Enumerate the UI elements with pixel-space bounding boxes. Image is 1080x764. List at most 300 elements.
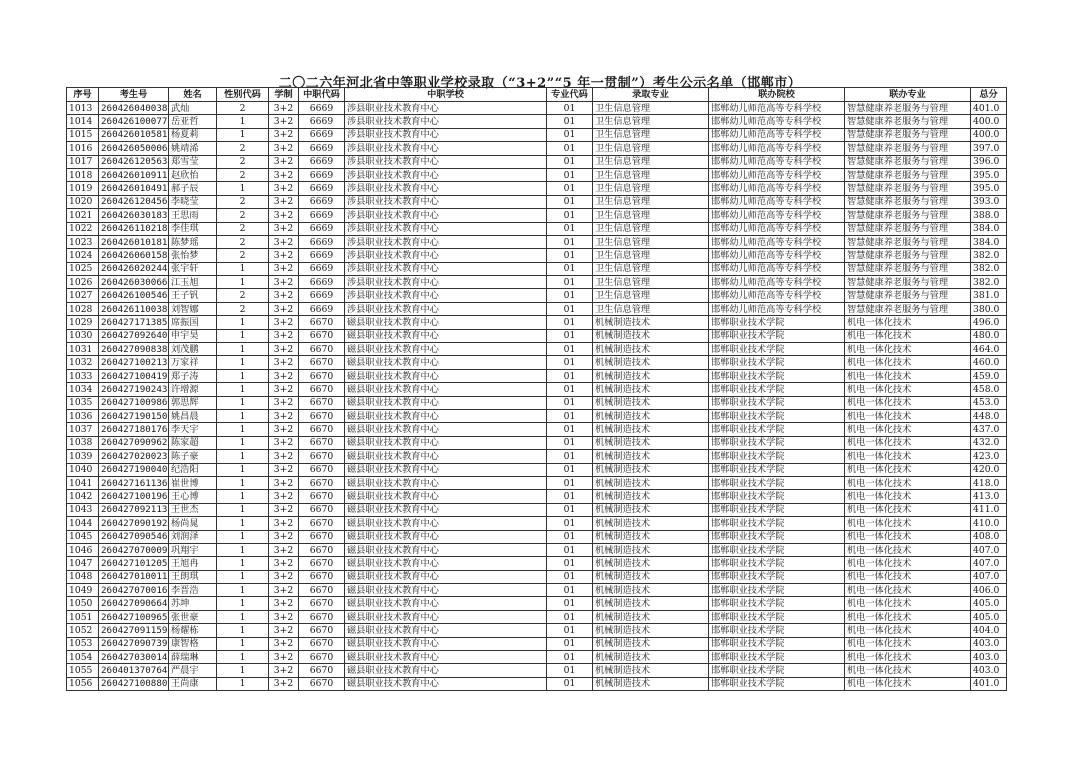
cell-gender-code: 2 xyxy=(217,168,269,181)
cell-length: 3+2 xyxy=(269,168,299,181)
cell-school-code: 6669 xyxy=(299,102,345,115)
cell-score: 459.0 xyxy=(971,369,1007,382)
cell-school-code: 6669 xyxy=(299,302,345,315)
cell-school-code: 6669 xyxy=(299,249,345,262)
cell-exam-no: 260427100213 xyxy=(99,356,169,369)
cell-school-code: 6669 xyxy=(299,142,345,155)
table-row xyxy=(67,383,1007,396)
cell-score: 380.0 xyxy=(971,302,1007,315)
cell-exam-no: 260426010491 xyxy=(99,182,169,195)
col-header-major: 录取专业 xyxy=(593,88,709,102)
cell-college: 邯郸幼儿师范高等专科学校 xyxy=(709,209,845,222)
admission-table xyxy=(66,87,1007,691)
cell-length: 3+2 xyxy=(269,530,299,543)
cell-major: 机械制造技术 xyxy=(593,677,709,690)
cell-score: 395.0 xyxy=(971,182,1007,195)
table-row xyxy=(67,423,1007,436)
table-row xyxy=(67,584,1007,597)
cell-school: 磁县职业技术教育中心 xyxy=(345,597,547,610)
cell-college-major: 机电一体化技术 xyxy=(845,664,971,677)
cell-college-major: 智慧健康养老服务与管理 xyxy=(845,142,971,155)
cell-name: 薛瑞琳 xyxy=(169,651,217,664)
cell-score: 382.0 xyxy=(971,249,1007,262)
cell-name: 杨夏莉 xyxy=(169,128,217,141)
cell-school-code: 6670 xyxy=(299,597,345,610)
cell-college-major: 机电一体化技术 xyxy=(845,409,971,422)
cell-major-code: 01 xyxy=(547,677,593,690)
cell-score: 407.0 xyxy=(971,570,1007,583)
cell-school: 磁县职业技术教育中心 xyxy=(345,664,547,677)
cell-major-code: 01 xyxy=(547,610,593,623)
table-row xyxy=(67,128,1007,141)
cell-major: 机械制造技术 xyxy=(593,624,709,637)
cell-major: 机械制造技术 xyxy=(593,570,709,583)
cell-major-code: 01 xyxy=(547,115,593,128)
cell-gender-code: 1 xyxy=(217,503,269,516)
cell-major: 卫生信息管理 xyxy=(593,209,709,222)
cell-school: 涉县职业技术教育中心 xyxy=(345,142,547,155)
cell-length: 3+2 xyxy=(269,651,299,664)
cell-score: 382.0 xyxy=(971,262,1007,275)
cell-school: 涉县职业技术教育中心 xyxy=(345,102,547,115)
table-row xyxy=(67,664,1007,677)
cell-college-major: 机电一体化技术 xyxy=(845,450,971,463)
cell-school-code: 6670 xyxy=(299,450,345,463)
cell-length: 3+2 xyxy=(269,262,299,275)
cell-college-major: 智慧健康养老服务与管理 xyxy=(845,302,971,315)
cell-major: 卫生信息管理 xyxy=(593,155,709,168)
cell-exam-no: 260427100965 xyxy=(99,610,169,623)
cell-college: 邯郸幼儿师范高等专科学校 xyxy=(709,276,845,289)
cell-school-code: 6670 xyxy=(299,557,345,570)
cell-gender-code: 1 xyxy=(217,651,269,664)
cell-college: 邯郸职业技术学院 xyxy=(709,530,845,543)
table-row xyxy=(67,597,1007,610)
cell-score: 480.0 xyxy=(971,329,1007,342)
cell-seq: 1025 xyxy=(67,262,99,275)
cell-seq: 1014 xyxy=(67,115,99,128)
cell-college: 邯郸幼儿师范高等专科学校 xyxy=(709,182,845,195)
cell-college: 邯郸幼儿师范高等专科学校 xyxy=(709,102,845,115)
cell-major: 机械制造技术 xyxy=(593,396,709,409)
cell-college-major: 机电一体化技术 xyxy=(845,369,971,382)
cell-score: 460.0 xyxy=(971,356,1007,369)
cell-major: 机械制造技术 xyxy=(593,584,709,597)
cell-college-major: 机电一体化技术 xyxy=(845,490,971,503)
cell-college: 邯郸职业技术学院 xyxy=(709,423,845,436)
cell-college: 邯郸职业技术学院 xyxy=(709,651,845,664)
cell-name: 李晓莹 xyxy=(169,195,217,208)
cell-major: 卫生信息管理 xyxy=(593,182,709,195)
cell-college: 邯郸幼儿师范高等专科学校 xyxy=(709,168,845,181)
cell-seq: 1048 xyxy=(67,570,99,583)
cell-score: 423.0 xyxy=(971,450,1007,463)
table-body xyxy=(67,102,1007,691)
cell-major: 机械制造技术 xyxy=(593,383,709,396)
cell-seq: 1029 xyxy=(67,316,99,329)
cell-seq: 1040 xyxy=(67,463,99,476)
cell-college-major: 智慧健康养老服务与管理 xyxy=(845,222,971,235)
cell-school: 涉县职业技术教育中心 xyxy=(345,128,547,141)
cell-school-code: 6669 xyxy=(299,222,345,235)
cell-seq: 1036 xyxy=(67,409,99,422)
cell-school: 磁县职业技术教育中心 xyxy=(345,396,547,409)
cell-college-major: 机电一体化技术 xyxy=(845,423,971,436)
cell-major: 机械制造技术 xyxy=(593,530,709,543)
cell-school-code: 6669 xyxy=(299,168,345,181)
cell-college: 邯郸职业技术学院 xyxy=(709,343,845,356)
cell-seq: 1024 xyxy=(67,249,99,262)
cell-length: 3+2 xyxy=(269,356,299,369)
table-row xyxy=(67,289,1007,302)
cell-name: 王思雨 xyxy=(169,209,217,222)
cell-length: 3+2 xyxy=(269,142,299,155)
col-header-college-major: 联办专业 xyxy=(845,88,971,102)
cell-school-code: 6669 xyxy=(299,235,345,248)
cell-college: 邯郸职业技术学院 xyxy=(709,396,845,409)
cell-name: 陈家超 xyxy=(169,436,217,449)
cell-gender-code: 1 xyxy=(217,396,269,409)
cell-school: 磁县职业技术教育中心 xyxy=(345,530,547,543)
cell-major: 机械制造技术 xyxy=(593,436,709,449)
cell-seq: 1041 xyxy=(67,476,99,489)
cell-major-code: 01 xyxy=(547,102,593,115)
cell-name: 申宇昊 xyxy=(169,329,217,342)
cell-school-code: 6670 xyxy=(299,383,345,396)
cell-school: 磁县职业技术教育中心 xyxy=(345,369,547,382)
cell-name: 王旭冉 xyxy=(169,557,217,570)
cell-school: 磁县职业技术教育中心 xyxy=(345,503,547,516)
cell-major-code: 01 xyxy=(547,356,593,369)
cell-college: 邯郸幼儿师范高等专科学校 xyxy=(709,115,845,128)
cell-college-major: 机电一体化技术 xyxy=(845,557,971,570)
table-row xyxy=(67,168,1007,181)
table-row xyxy=(67,637,1007,650)
page-title: 二〇二六年河北省中等职业学校录取（“3+2”“5 年一贯制”）考生公示名单（邯郸市） xyxy=(278,76,802,91)
cell-school-code: 6670 xyxy=(299,343,345,356)
cell-score: 407.0 xyxy=(971,543,1007,556)
cell-length: 3+2 xyxy=(269,289,299,302)
cell-major-code: 01 xyxy=(547,329,593,342)
cell-score: 448.0 xyxy=(971,409,1007,422)
cell-school-code: 6670 xyxy=(299,530,345,543)
cell-exam-no: 260427190150 xyxy=(99,409,169,422)
cell-school-code: 6670 xyxy=(299,396,345,409)
cell-college: 邯郸幼儿师范高等专科学校 xyxy=(709,262,845,275)
cell-seq: 1050 xyxy=(67,597,99,610)
cell-major-code: 01 xyxy=(547,235,593,248)
cell-score: 403.0 xyxy=(971,637,1007,650)
table-row xyxy=(67,503,1007,516)
cell-school-code: 6670 xyxy=(299,543,345,556)
cell-seq: 1015 xyxy=(67,128,99,141)
cell-name: 万家祥 xyxy=(169,356,217,369)
cell-school-code: 6669 xyxy=(299,289,345,302)
cell-college: 邯郸职业技术学院 xyxy=(709,450,845,463)
cell-college: 邯郸幼儿师范高等专科学校 xyxy=(709,289,845,302)
cell-seq: 1049 xyxy=(67,584,99,597)
cell-college: 邯郸幼儿师范高等专科学校 xyxy=(709,195,845,208)
cell-gender-code: 2 xyxy=(217,155,269,168)
cell-college-major: 机电一体化技术 xyxy=(845,570,971,583)
cell-name: 王尚康 xyxy=(169,677,217,690)
cell-gender-code: 1 xyxy=(217,409,269,422)
cell-gender-code: 1 xyxy=(217,115,269,128)
cell-school: 涉县职业技术教育中心 xyxy=(345,289,547,302)
cell-length: 3+2 xyxy=(269,195,299,208)
cell-major-code: 01 xyxy=(547,195,593,208)
cell-college-major: 智慧健康养老服务与管理 xyxy=(845,155,971,168)
cell-name: 杨尚晁 xyxy=(169,517,217,530)
cell-seq: 1054 xyxy=(67,651,99,664)
cell-exam-no: 260427020023 xyxy=(99,450,169,463)
cell-score: 393.0 xyxy=(971,195,1007,208)
cell-score: 418.0 xyxy=(971,476,1007,489)
cell-length: 3+2 xyxy=(269,316,299,329)
cell-major: 机械制造技术 xyxy=(593,343,709,356)
cell-length: 3+2 xyxy=(269,463,299,476)
cell-college: 邯郸职业技术学院 xyxy=(709,329,845,342)
cell-length: 3+2 xyxy=(269,102,299,115)
cell-school-code: 6669 xyxy=(299,182,345,195)
cell-score: 464.0 xyxy=(971,343,1007,356)
cell-school-code: 6670 xyxy=(299,316,345,329)
cell-exam-no: 260401370764 xyxy=(99,664,169,677)
cell-major-code: 01 xyxy=(547,557,593,570)
cell-name: 陈子豪 xyxy=(169,450,217,463)
cell-college-major: 智慧健康养老服务与管理 xyxy=(845,182,971,195)
cell-length: 3+2 xyxy=(269,624,299,637)
cell-exam-no: 260427090664 xyxy=(99,597,169,610)
cell-major: 机械制造技术 xyxy=(593,329,709,342)
cell-college-major: 智慧健康养老服务与管理 xyxy=(845,262,971,275)
cell-name: 刘润泽 xyxy=(169,530,217,543)
cell-seq: 1047 xyxy=(67,557,99,570)
cell-seq: 1026 xyxy=(67,276,99,289)
table-row xyxy=(67,436,1007,449)
table-row xyxy=(67,677,1007,690)
cell-seq: 1028 xyxy=(67,302,99,315)
cell-major-code: 01 xyxy=(547,142,593,155)
cell-score: 397.0 xyxy=(971,142,1007,155)
cell-school-code: 6670 xyxy=(299,490,345,503)
cell-major-code: 01 xyxy=(547,262,593,275)
cell-exam-no: 260427090838 xyxy=(99,343,169,356)
cell-school: 涉县职业技术教育中心 xyxy=(345,195,547,208)
cell-score: 388.0 xyxy=(971,209,1007,222)
table-row xyxy=(67,530,1007,543)
table-row xyxy=(67,396,1007,409)
cell-school-code: 6670 xyxy=(299,423,345,436)
cell-major-code: 01 xyxy=(547,383,593,396)
cell-seq: 1034 xyxy=(67,383,99,396)
cell-school: 磁县职业技术教育中心 xyxy=(345,490,547,503)
cell-seq: 1023 xyxy=(67,235,99,248)
cell-major-code: 01 xyxy=(547,436,593,449)
col-header-seq: 序号 xyxy=(67,88,99,102)
cell-name: 崔世博 xyxy=(169,476,217,489)
cell-major: 卫生信息管理 xyxy=(593,168,709,181)
cell-name: 王心博 xyxy=(169,490,217,503)
cell-major: 机械制造技术 xyxy=(593,664,709,677)
cell-exam-no: 260427190040 xyxy=(99,463,169,476)
cell-score: 453.0 xyxy=(971,396,1007,409)
cell-school: 磁县职业技术教育中心 xyxy=(345,356,547,369)
cell-name: 李天宇 xyxy=(169,423,217,436)
cell-major: 机械制造技术 xyxy=(593,517,709,530)
cell-name: 严晨宇 xyxy=(169,664,217,677)
cell-college-major: 智慧健康养老服务与管理 xyxy=(845,209,971,222)
cell-seq: 1038 xyxy=(67,436,99,449)
table-row xyxy=(67,356,1007,369)
table-header-row xyxy=(67,88,1007,102)
cell-exam-no: 260426120456 xyxy=(99,195,169,208)
cell-name: 许增源 xyxy=(169,383,217,396)
cell-school: 涉县职业技术教育中心 xyxy=(345,262,547,275)
cell-school: 磁县职业技术教育中心 xyxy=(345,624,547,637)
cell-seq: 1031 xyxy=(67,343,99,356)
cell-college: 邯郸职业技术学院 xyxy=(709,637,845,650)
table-row xyxy=(67,155,1007,168)
cell-length: 3+2 xyxy=(269,503,299,516)
cell-exam-no: 260427070016 xyxy=(99,584,169,597)
cell-major: 卫生信息管理 xyxy=(593,128,709,141)
cell-college-major: 智慧健康养老服务与管理 xyxy=(845,235,971,248)
cell-gender-code: 2 xyxy=(217,235,269,248)
cell-gender-code: 2 xyxy=(217,195,269,208)
cell-gender-code: 1 xyxy=(217,664,269,677)
cell-school-code: 6670 xyxy=(299,517,345,530)
cell-score: 411.0 xyxy=(971,503,1007,516)
table-row xyxy=(67,209,1007,222)
col-header-college: 联办院校 xyxy=(709,88,845,102)
cell-major: 机械制造技术 xyxy=(593,557,709,570)
cell-college-major: 智慧健康养老服务与管理 xyxy=(845,289,971,302)
cell-college: 邯郸职业技术学院 xyxy=(709,476,845,489)
cell-gender-code: 1 xyxy=(217,476,269,489)
cell-college: 邯郸幼儿师范高等专科学校 xyxy=(709,302,845,315)
cell-length: 3+2 xyxy=(269,155,299,168)
cell-school: 涉县职业技术教育中心 xyxy=(345,222,547,235)
cell-length: 3+2 xyxy=(269,610,299,623)
cell-seq: 1044 xyxy=(67,517,99,530)
cell-gender-code: 1 xyxy=(217,343,269,356)
cell-college: 邯郸职业技术学院 xyxy=(709,490,845,503)
cell-gender-code: 2 xyxy=(217,142,269,155)
cell-length: 3+2 xyxy=(269,597,299,610)
cell-exam-no: 260427092113 xyxy=(99,503,169,516)
cell-gender-code: 1 xyxy=(217,316,269,329)
cell-college-major: 机电一体化技术 xyxy=(845,356,971,369)
cell-gender-code: 2 xyxy=(217,289,269,302)
cell-length: 3+2 xyxy=(269,329,299,342)
cell-length: 3+2 xyxy=(269,423,299,436)
cell-school-code: 6669 xyxy=(299,115,345,128)
cell-major-code: 01 xyxy=(547,409,593,422)
cell-length: 3+2 xyxy=(269,343,299,356)
col-header-exam-no: 考生号 xyxy=(99,88,169,102)
cell-major: 机械制造技术 xyxy=(593,637,709,650)
cell-school-code: 6670 xyxy=(299,436,345,449)
cell-exam-no: 260426010911 xyxy=(99,168,169,181)
cell-score: 384.0 xyxy=(971,222,1007,235)
cell-school-code: 6669 xyxy=(299,276,345,289)
cell-major-code: 01 xyxy=(547,476,593,489)
cell-school-code: 6670 xyxy=(299,677,345,690)
cell-college-major: 机电一体化技术 xyxy=(845,543,971,556)
cell-exam-no: 260427171385 xyxy=(99,316,169,329)
cell-college-major: 智慧健康养老服务与管理 xyxy=(845,168,971,181)
cell-college: 邯郸幼儿师范高等专科学校 xyxy=(709,142,845,155)
cell-name: 江玉旭 xyxy=(169,276,217,289)
cell-gender-code: 2 xyxy=(217,249,269,262)
cell-name: 姚靖浠 xyxy=(169,142,217,155)
cell-school: 磁县职业技术教育中心 xyxy=(345,557,547,570)
cell-college-major: 机电一体化技术 xyxy=(845,677,971,690)
cell-exam-no: 260427101205 xyxy=(99,557,169,570)
cell-score: 395.0 xyxy=(971,168,1007,181)
cell-college-major: 机电一体化技术 xyxy=(845,610,971,623)
cell-major: 机械制造技术 xyxy=(593,651,709,664)
cell-seq: 1013 xyxy=(67,102,99,115)
cell-college: 邯郸职业技术学院 xyxy=(709,610,845,623)
table-row xyxy=(67,610,1007,623)
table-row xyxy=(67,222,1007,235)
cell-school: 涉县职业技术教育中心 xyxy=(345,182,547,195)
cell-score: 396.0 xyxy=(971,155,1007,168)
cell-seq: 1037 xyxy=(67,423,99,436)
cell-exam-no: 260427161136 xyxy=(99,476,169,489)
cell-seq: 1033 xyxy=(67,369,99,382)
cell-school: 磁县职业技术教育中心 xyxy=(345,316,547,329)
cell-exam-no: 260426050006 xyxy=(99,142,169,155)
cell-college-major: 机电一体化技术 xyxy=(845,343,971,356)
cell-name: 武灿 xyxy=(169,102,217,115)
col-header-score: 总分 xyxy=(971,88,1007,102)
cell-school-code: 6670 xyxy=(299,664,345,677)
cell-school: 涉县职业技术教育中心 xyxy=(345,302,547,315)
cell-score: 403.0 xyxy=(971,664,1007,677)
cell-school: 磁县职业技术教育中心 xyxy=(345,463,547,476)
cell-length: 3+2 xyxy=(269,557,299,570)
table-row xyxy=(67,115,1007,128)
cell-major-code: 01 xyxy=(547,651,593,664)
cell-exam-no: 260426110218 xyxy=(99,222,169,235)
cell-school-code: 6670 xyxy=(299,584,345,597)
cell-major-code: 01 xyxy=(547,155,593,168)
cell-college: 邯郸职业技术学院 xyxy=(709,597,845,610)
cell-school-code: 6670 xyxy=(299,476,345,489)
cell-name: 刘智娜 xyxy=(169,302,217,315)
cell-major: 卫生信息管理 xyxy=(593,249,709,262)
cell-exam-no: 260427070009 xyxy=(99,543,169,556)
col-header-major-code: 专业代码 xyxy=(547,88,593,102)
cell-college: 邯郸幼儿师范高等专科学校 xyxy=(709,235,845,248)
cell-school-code: 6670 xyxy=(299,356,345,369)
cell-seq: 1021 xyxy=(67,209,99,222)
cell-gender-code: 2 xyxy=(217,102,269,115)
cell-major-code: 01 xyxy=(547,249,593,262)
cell-school-code: 6670 xyxy=(299,329,345,342)
cell-major-code: 01 xyxy=(547,490,593,503)
cell-major: 卫生信息管理 xyxy=(593,262,709,275)
table-row xyxy=(67,517,1007,530)
cell-length: 3+2 xyxy=(269,490,299,503)
cell-exam-no: 260426110038 xyxy=(99,302,169,315)
cell-length: 3+2 xyxy=(269,302,299,315)
col-header-length: 学制 xyxy=(269,88,299,102)
cell-college-major: 机电一体化技术 xyxy=(845,530,971,543)
